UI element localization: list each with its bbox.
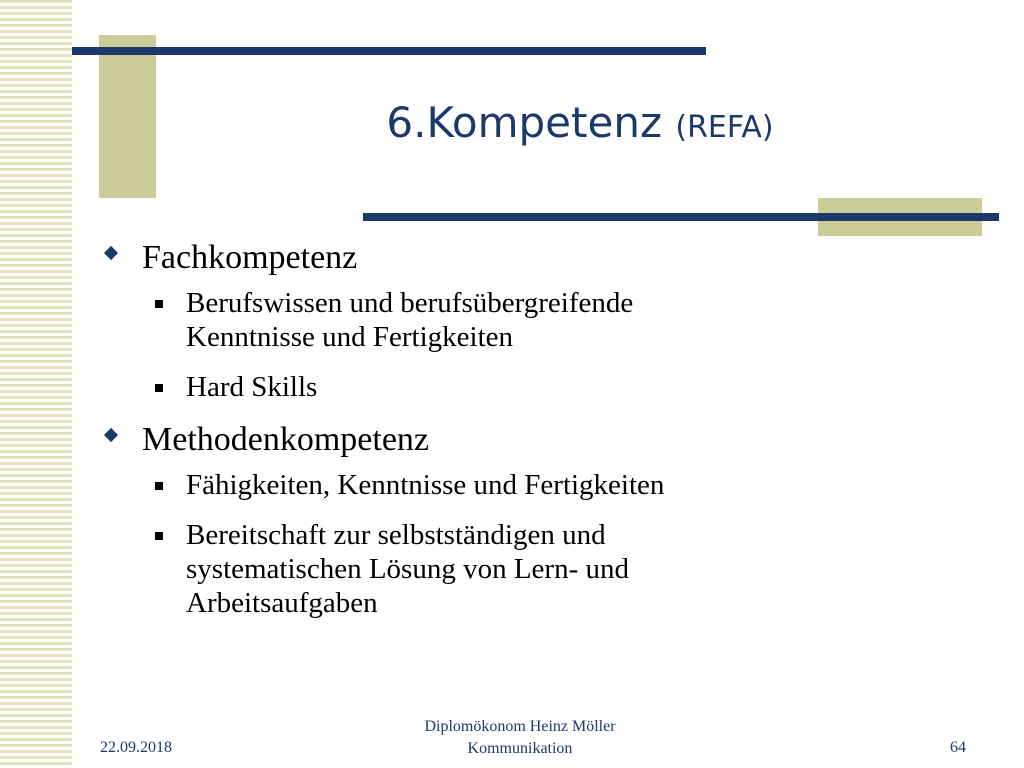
diamond-bullet-icon [104, 246, 118, 260]
footer-date: 22.09.2018 [100, 739, 172, 756]
bullet-level1-methodenkompetenz [100, 418, 980, 462]
diamond-bullet-icon [104, 428, 118, 442]
square-bullet-icon [155, 532, 163, 540]
bullet-level2-line: Arbeitsaufgaben [186, 587, 378, 619]
decorative-block-left [99, 35, 156, 198]
decorative-line-top [72, 47, 706, 55]
square-bullet-icon [155, 384, 163, 392]
footer-author: Diplomökonom Heinz Möller [424, 718, 616, 735]
slide-title-main: 6.Kompetenz [386, 98, 662, 147]
square-bullet-icon [155, 300, 163, 308]
bullet-level2-line: Hard Skills [186, 371, 318, 403]
left-striped-margin [0, 0, 72, 768]
bullet-level2-item [100, 286, 980, 354]
bullet-level2-item [100, 518, 980, 620]
bullet-level1-fachkompetenz [100, 236, 980, 280]
slide-title [300, 98, 860, 147]
bullet-level1-text: Fachkompetenz [142, 239, 358, 276]
footer-page-number: 64 [950, 739, 966, 756]
bullet-level2-item [100, 370, 980, 404]
decorative-line-bottom [363, 213, 999, 221]
slide-title-sub: (REFA) [675, 110, 774, 145]
footer-center [360, 716, 680, 760]
bullet-level2-line: Berufswissen und berufsübergreifende [186, 287, 634, 319]
bullet-level2-item [100, 468, 980, 502]
footer-topic: Kommunikation [467, 740, 573, 757]
square-bullet-icon [155, 482, 163, 490]
bullet-level2-line: Bereitschaft zur selbstständigen und [186, 519, 606, 551]
slide-content [100, 228, 980, 620]
bullet-level2-line: systematischen Lösung von Lern- und [186, 553, 629, 585]
bullet-level2-line: Fähigkeiten, Kenntnisse und Fertigkeiten [186, 469, 665, 501]
bullet-level2-line: Kenntnisse und Fertigkeiten [186, 321, 514, 353]
bullet-level1-text: Methodenkompetenz [142, 421, 430, 458]
